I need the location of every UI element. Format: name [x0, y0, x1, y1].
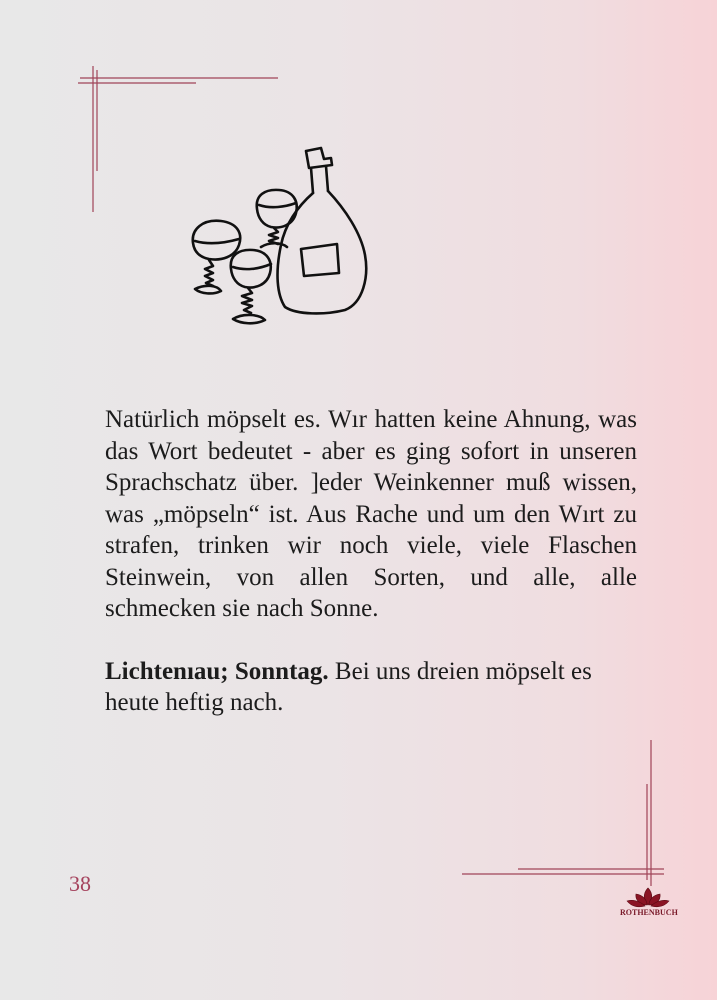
page-number: 38 [69, 871, 91, 896]
lotus-icon [625, 885, 671, 909]
wine-illustration-icon [185, 143, 375, 333]
publisher-name: ROTHENBUCH [620, 908, 678, 917]
paragraph-text: Bei uns dreien möpselt es heute heftig nach. [105, 657, 592, 716]
paragraph [105, 656, 637, 719]
corner-ornament-bottom-right [462, 740, 667, 886]
body-text [105, 404, 637, 719]
paragraph: Natürlich möpselt es. Wır hatten keine Ahnung, was das Wort bedeutet - aber es ging sofort in unseren Sprachschatz über. ]eder Weinkenner muß wissen, was „möpseln“ ist. Aus Rache und um den Wırt zu strafen, trinken wir noch viele, viele Flaschen Steinwein, von allen Sorten, und alle, alle schmecken sie nach Sonne. [105, 406, 637, 622]
entry-heading: Lichtenıau; Sonntag. [105, 657, 329, 685]
publisher-logo [620, 885, 676, 921]
